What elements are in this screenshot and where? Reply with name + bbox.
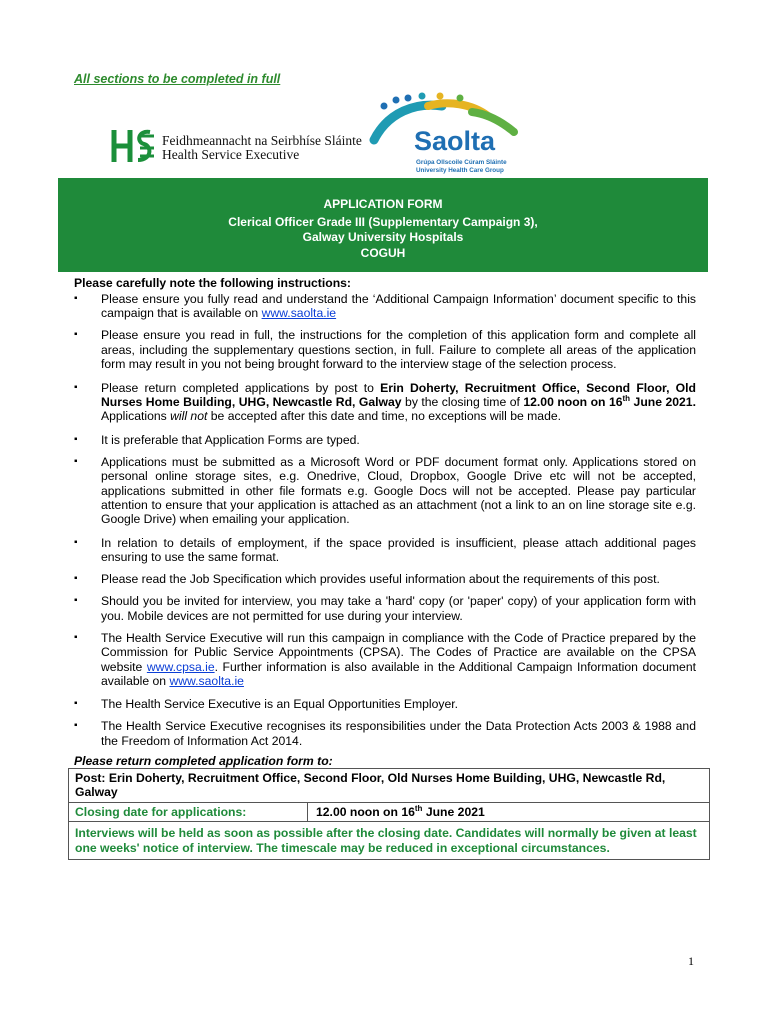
bullet-icon: ▪ xyxy=(74,720,78,732)
saolta-logo xyxy=(368,92,528,178)
list-item: ▪ It is preferable that Application Forms are typed. xyxy=(74,432,360,447)
saolta-emblem-icon xyxy=(368,92,528,178)
list-item: ▪ Applications must be submitted as a Microsoft Word or PDF document format only. Applications stored on personal online storage sites, e.g. Onedrive, Cloud, Dropbox, Google Drive etc will not be accepted, applications submitted in other file formats e.g. Google Docs will not be accepted. Please pay particular attention to ensure that your application is attached as an attachment (not a link to an on line storage site e.g. Google Drive) when emailing your application. xyxy=(74,454,696,527)
bullet-icon: ▪ xyxy=(74,698,78,710)
saolta-link[interactable]: www.saolta.ie xyxy=(169,673,244,688)
post-address: Post: Erin Doherty, Recruitment Office, Second Floor, Old Nurses Home Building, UHG, Newcastle Rd, Galway xyxy=(75,771,666,800)
hse-logo-irish: Feidhmeannacht na Seirbhíse Sláinte xyxy=(162,133,362,148)
list-item: ▪ The Health Service Executive will run this campaign in compliance with the Code of Practice prepared by the Commission for Public Service Appointments (CPSA). The Codes of Practice are available on the CPSA website www.cpsa.ie. Further information is also available in the Additional Campaign Information document available on www.saolta.ie xyxy=(74,630,696,688)
bullet-icon: ▪ xyxy=(74,573,78,585)
bullet-icon: ▪ xyxy=(74,455,78,467)
closing-date-label: Closing date for applications: xyxy=(69,803,308,821)
bullet-icon: ▪ xyxy=(74,433,78,445)
closing-date-value: 12.00 noon on 16th June 2021 xyxy=(316,803,485,819)
completion-note: All sections to be completed in full xyxy=(74,72,281,86)
bullet-icon: ▪ xyxy=(74,293,78,304)
list-item: ▪ Please ensure you read in full, the instructions for the completion of this application form and complete all areas, including the supplementary questions section, in full. Failure to complete all areas of the application form may result in you not being brought forward to the interview stage of the selection process. xyxy=(74,328,696,372)
table-row xyxy=(69,822,709,859)
bullet-icon: ▪ xyxy=(74,536,78,548)
saolta-link[interactable]: www.saolta.ie xyxy=(261,306,337,321)
bullet-icon: ▪ xyxy=(74,381,78,393)
list-item: ▪ Please return completed applications by post to Erin Doherty, Recruitment Office, Second Floor, Old Nurses Home Building, UHG, Newcastle Rd, Galway by the closing time of 12.00 noon on 16th June 2021. Applications will not be accepted after this date and time, no exceptions will be made. xyxy=(74,380,696,424)
banner-title: APPLICATION FORM xyxy=(323,197,443,211)
list-item: ▪ Should you be invited for interview, you may take a 'hard' copy (or 'paper' copy) of your application form with you. Mobile devices are not permitted for use during your interview. xyxy=(74,594,696,623)
bullet-icon: ▪ xyxy=(74,631,78,643)
table-row xyxy=(69,803,709,822)
saolta-wordmark: Saolta xyxy=(414,126,496,156)
list-item: ▪ In relation to details of employment, if the space provided is insufficient, please attach additional pages ensuring to use the same format. xyxy=(74,535,696,565)
list-item: ▪ Please read the Job Specification which provides useful information about the requirements of this post. xyxy=(74,572,660,587)
list-item: ▪ Please ensure you fully read and understand the ‘Additional Campaign Information’ document specific to this campaign that is available on www.saolta.ie xyxy=(74,292,696,321)
return-heading: Please return completed application form to: xyxy=(74,754,333,768)
banner-hospital: Galway University Hospitals xyxy=(302,230,464,244)
interview-note: Interviews will be held as soon as possible after the closing date. Candidates will normally be given at least one weeks' notice of interview. The timescale may be reduced in exceptional circumstances. xyxy=(75,826,697,855)
table-row xyxy=(69,769,709,803)
banner-position: Clerical Officer Grade III (Supplementary Campaign 3), xyxy=(228,215,538,229)
instructions-list xyxy=(74,292,696,756)
list-item: ▪ The Health Service Executive recognises its responsibilities under the Data Protection Acts 2003 & 1988 and the Freedom of Information Act 2014. xyxy=(74,719,696,748)
return-details-table xyxy=(68,768,710,860)
cpsa-link[interactable]: www.cpsa.ie xyxy=(146,659,215,674)
hse-logo xyxy=(110,126,362,166)
list-item: ▪ The Health Service Executive is an Equal Opportunities Employer. xyxy=(74,697,459,712)
banner-code: COGUH xyxy=(360,246,406,260)
application-form-banner xyxy=(58,178,708,272)
saolta-tagline-english: University Health Care Group xyxy=(416,167,504,174)
instructions-heading: Please carefully note the following instructions: xyxy=(74,276,351,290)
bullet-icon: ▪ xyxy=(74,329,78,341)
saolta-tagline-irish: Grúpa Ollscoile Cúram Sláinte xyxy=(416,159,507,166)
bullet-icon: ▪ xyxy=(74,595,78,607)
hse-logo-english: Health Service Executive xyxy=(162,147,300,162)
hse-emblem-icon xyxy=(110,126,158,166)
page-number: 1 xyxy=(688,954,694,968)
